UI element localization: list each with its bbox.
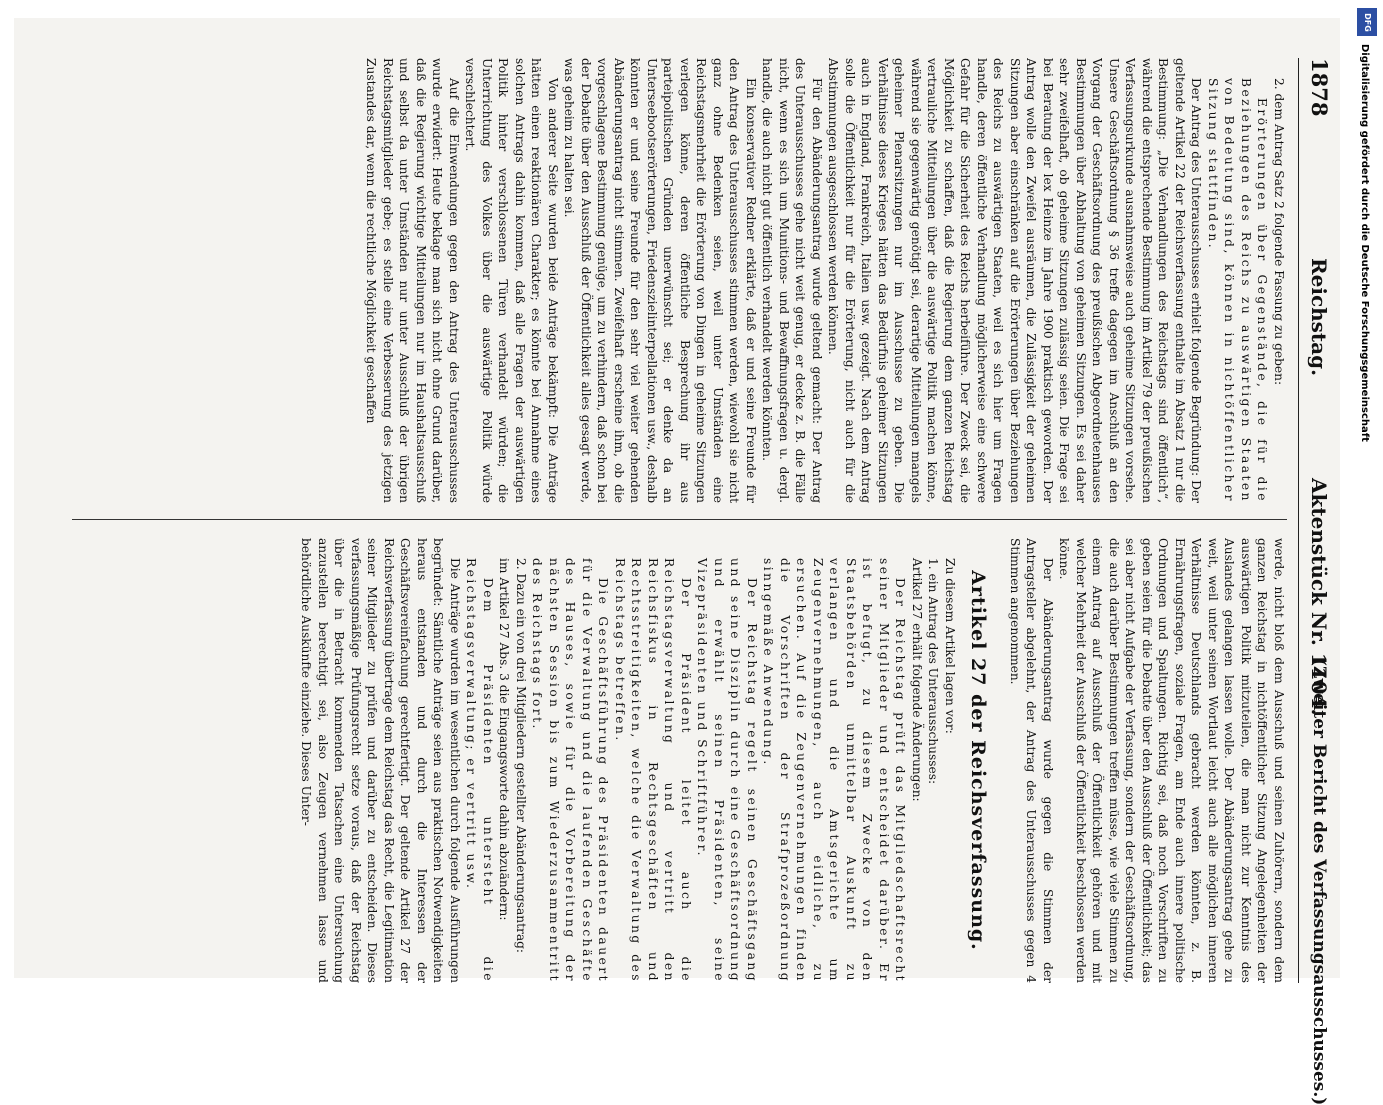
item-2-sub: im Artikel 27 Abs. 3 die Eingangsworte dahin abzuändern: xyxy=(497,558,512,921)
right-column xyxy=(72,538,1287,983)
left-column xyxy=(72,58,1287,503)
quote-paragraph: Die Geschäftsführung des Präsidenten dauert für die Verwaltung und die laufenden Geschäfte des Hauses, sowie für die Vorbereitung der nächsten Session bis zum Wiederzusammentritt des Reichstags fort. xyxy=(530,558,611,983)
item-1-sub: Artikel 27 erhält folgende Änderungen: xyxy=(910,558,924,802)
paragraph: Der Abänderungsantrag wurde gegen die Stimmen der Antragsteller abgelehnt, der Antrag des Unterausschusses gegen 4 Stimmen angenommen. xyxy=(1008,538,1055,983)
paragraph: Für den Abänderungsantrag wurde geltend gemacht: Der Antrag des Unterausschusses gehe nicht weit genug, er decke z. B. die Fälle nicht, wenn es sich um Munitions- und Bewaffnungsfragen u. dergl. handle, die auch nicht gut öffentlich verhandelt werden könnten. xyxy=(760,58,824,503)
paragraph: werde, nicht bloß dem Ausschuß und seinen Zuhörern, sondern dem ganzen Reichstag in nichtöffentlicher Sitzung Angelegenheiten der auswärtigen Politik mitzuteilen, die man nicht zur Kenntnis des Auslandes gelangen lassen wolle. Der Abänderungsantrag gehe zu weit, weil unter seinen Wortlaut leicht auch alle möglichen inneren Verhältnisse Deutschlands gebracht werden könnten, z. B. Ernährungsfragen, soziale Fragen, am Ende auch innere politische Ordnungen und Spaltungen. Richtig sei, daß noch Vorschriften zu geben seien für die Debatte über den Ausschluß der Öffentlichkeit; das sei aber nicht Aufgabe der Verfassung, sondern der Geschäftsordnung, die auch darüber Bestimmungen treffen müsse, wie viele Stimmen zu einem Antrag auf Ausschluß der Öffentlichkeit gehören und mit welcher Mehrheit der Ausschluß der Öffentlichkeit beschlossen werden könne. xyxy=(1057,538,1286,983)
header-rule xyxy=(1298,58,1299,983)
quote-paragraph: Dem Präsidenten untersteht die Reichstagsverwaltung; er vertritt usw. xyxy=(464,558,495,983)
digitization-credit xyxy=(1359,8,1370,442)
paragraph: Auf die Einwendungen gegen den Antrag des Unterausschusses wurde erwidert: Heute beklage man sich nicht ohne Grund darüber, daß die Regierung wichtige Mitteilungen nur im Haushaltsausschuß und selbst da unter Umständen nur unter Ausschluß der übrigen Reichstagsmitglieder gebe; es stelle eine Verbesserung des jetzigen Zustandes dar, wenn die rechtliche Möglichkeit geschaffen xyxy=(364,58,461,503)
quote-paragraph: Der Reichstag prüft das Mitgliedschaftsrecht seiner Mitglieder und entscheidet darüber. Er ist befugt, zu diesem Zwecke von den Staatsbehörden unmittelbar Auskunft zu verlangen und die Amtsgerichte um Zeugenvernehmungen, auch eidliche, zu ersuchen. Auf die Zeugenvernehmungen finden die Vorschriften der Strafprozeßordnung sinngemäße Anwendung. xyxy=(761,558,908,983)
item-2: 2. Dazu ein von drei Mitgliedern gestellter Abänderungsantrag: xyxy=(514,558,528,954)
quote-paragraph: Der Präsident leitet auch die Reichstagsverwaltung und vertritt den Reichsfiskus in Rechtsgeschäften und Rechtsstreitigkeiten, welche die Verwaltung des Reichstags betreffen. xyxy=(613,558,693,983)
column-divider xyxy=(72,519,1287,520)
header-report-title: (Zweiter Bericht des Verfassungsausschusses.) xyxy=(1309,658,1329,1105)
rotated-page xyxy=(59,58,1332,1105)
paragraph: Von anderer Seite wurden beide Anträge bekämpft: Die Anträge hätten einen reaktionären Charakter; es könnte bei Annahme eines solchen Antrags dahin kommen, daß alle Fragen der auswärtigen Politik hinter verschlossenen Türen verhandelt würden; die Unterrichtung des Volkes über die auswärtige Politik würde verschlechtert. xyxy=(463,58,560,503)
item-2-quote: Erörterungen über Gegenstände, die für die Beziehungen des Reichs zu auswärtigen Staaten von Bedeutung sind, können in nichtöffentlicher Sitzung stattfinden. xyxy=(1206,78,1270,503)
paragraph: Die Anträge wurden im wesentlichen durch folgende Ausführungen begründet: Sämtliche Anträge seien aus praktischen Notwendigkeiten heraus entstanden und durch die Interessen der Geschäftsvereinfachung gerechtfertigt. Der geltende Artikel 27 der Reichsverfassung übertrage dem Reichstag das Recht, die Legitimation seiner Mitglieder zu prüfen und darüber zu entscheiden. Dieses verfassungsmäßige Prüfungsrecht setze voraus, daß der Reichstag über die in Betracht kommenden Tatsachen eine Untersuchung anzustellen berechtigt sei, also Zeugen vernehmen lasse und behördliche Auskünfte einziehe. Dieses Unter- xyxy=(299,538,462,983)
item-2-intro: 2. dem Antrag Satz 2 folgende Fassung zu geben: xyxy=(1272,78,1286,386)
paper-sheet xyxy=(14,18,1340,1105)
running-header xyxy=(1295,58,1332,1105)
item-1: 1. ein Antrag des Unterausschusses: xyxy=(926,558,941,785)
page-number: 1878 xyxy=(1307,58,1332,117)
header-document-number: Aktenstück Nr. 1104. xyxy=(1307,478,1331,716)
credit-text: Digitalisierung gefördert durch die Deutsche Forschungsgemeinschaft xyxy=(1359,44,1370,442)
section-heading: Artikel 27 der Reichsverfassung. xyxy=(967,570,990,951)
quote-paragraph: Der Reichstag regelt seinen Geschäftsgang und seine Disziplin durch eine Geschäftsordnung und erwählt seinen Präsidenten, seine Vizepräsidenten und Schriftführer. xyxy=(695,558,759,983)
paragraph: Zu diesem Artikel lagen vor: xyxy=(943,558,957,734)
header-left: Reichstag. xyxy=(1307,258,1331,377)
dfg-logo: DFG xyxy=(1357,8,1377,36)
paragraph: Der Antrag des Unterausschusses erhielt folgende Begründung: Der geltende Artikel 22 der Reichsverfassung enthalte im Absatz 1 nur die Bestimmung: „Die Verhandlungen des Reichstags sind öffentlich“, während die entsprechende Bestimmung im Artikel 79 der preußischen Verfassungsurkunde ausnahmsweise auch geheime Sitzungen vorsehe. Unsere Geschäftsordnung § 36 treffe dagegen im Anschluß an den Vorgang der Geschäftsordnung des preußischen Abgeordnetenhauses Bestimmungen über Abhaltung von geheimen Sitzungen. Es sei daher sehr zweifelhaft, ob geheime Sitzungen zulässig seien. Die Frage sei bei Beratung der lex Heinze im Jahre 1900 praktisch geworden. Der Antrag wolle den Zweifel ausräumen, die Zulässigkeit der geheimen Sitzungen aber einschränken auf die Erörterungen über Beziehungen des Reichs zu auswärtigen Staaten, weil es sich hier um Fragen handle, deren öffentliche Verhandlung möglicherweise eine schwere Gefahr für die Sicherheit des Reichs herbeiführe. Der Zweck sei, die Möglichkeit zu schaffen, daß die Regierung dem ganzen Reichstag vertrauliche Mitteilungen über die auswärtige Politik machen könne, während sie gegenwärtig genötigt sei, derartige Mitteilungen mangels geheimer Plenarsitzungen nur im Ausschusse zu geben. Die Verhältnisse dieses Krieges hätten das Bedürfnis geheimer Sitzungen auch in England, Frankreich, Italien usw. gezeigt. Nach dem Antrag solle die Öffentlichkeit nur für die Erörterung, nicht auch für die Abstimmungen ausgeschlossen werden können. xyxy=(826,58,1204,503)
paragraph: Ein konservativer Redner erklärte, daß er und seine Freunde für den Antrag des Unterausschusses stimmen werden, wiewohl sie nicht ganz ohne Bedenken seien, weil unter Umständen eine Reichstagsmehrheit die Erörterung von Dingen in geheime Sitzungen verlegen könne, deren öffentliche Besprechung ihr aus parteipolitischen Gründen unerwünscht sei; er denke da an Unterseebootserörterungen, Friedenszielinterpellationen usw., deshalb könnten er und seine Freunde für den sehr viel weiter gehenden Abänderungsantrag nicht stimmen. Zweifelhaft erscheine ihm, ob die vorgeschlagene Bestimmung genüge, um zu verhindern, daß schon bei der Debatte über den Ausschluß der Öffentlichkeit alles gesagt werde, was geheim zu halten sei. xyxy=(562,58,758,503)
